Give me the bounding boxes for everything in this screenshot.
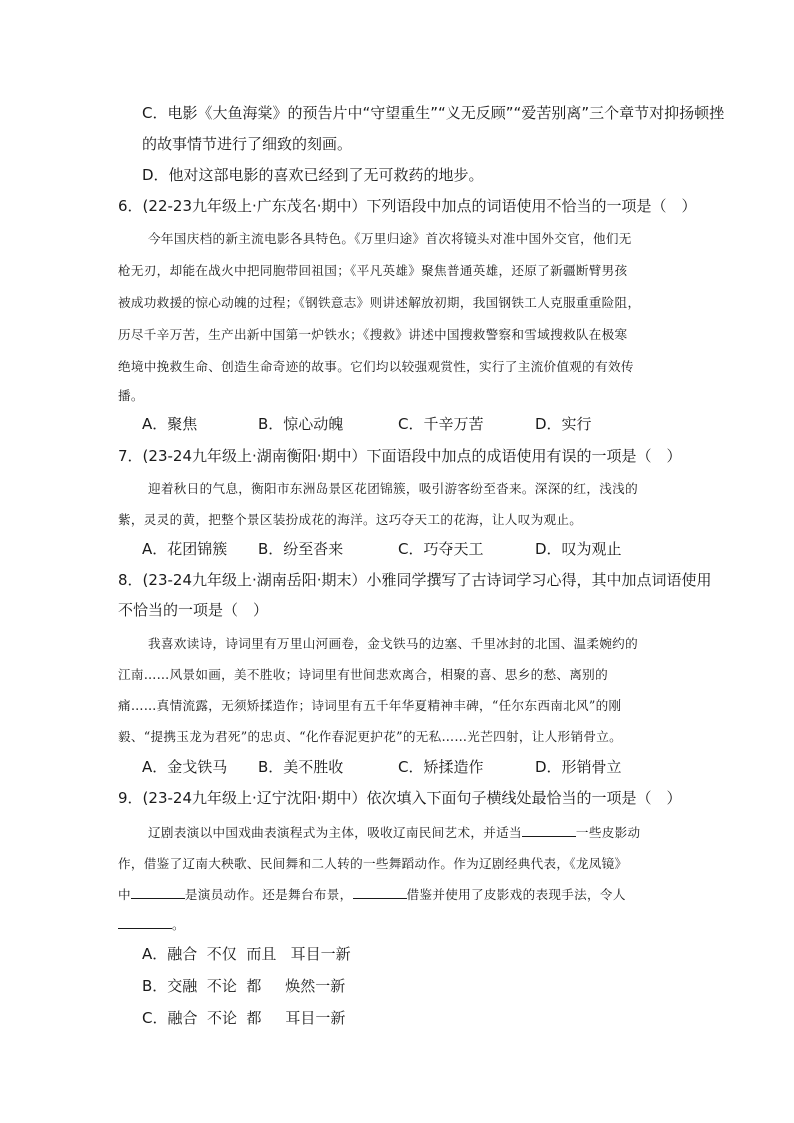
q9-option-b: B．交融 不论 都 焕然一新	[142, 977, 346, 995]
q9-passage-text: 。	[172, 917, 185, 932]
fill-blank	[131, 884, 185, 899]
q8-option-d: D．形销骨立	[535, 758, 622, 776]
q8-passage-line: 江南……风景如画，美不胜收；诗词里有世间悲欢离合，相聚的喜、思乡的愁、离别的	[118, 667, 608, 682]
q7-stem: 7．(23-24九年级上·湖南衡阳·期中）下面语段中加点的成语使用有误的一项是（ ）	[118, 447, 682, 465]
q6-option-d: D．实行	[535, 415, 592, 433]
fill-blank	[522, 822, 576, 837]
q8-passage-line: 痛……真情流露，无须矫揉造作；诗词里有五千年华夏精神丰碑，“任尔东西南北风”的刚	[118, 698, 622, 713]
q5-option-c-line1: C．电影《大鱼海棠》的预告片中“守望重生”“义无反顾”“爱苦别离”三个章节对抑扬顿挫	[142, 104, 725, 122]
q9-passage-text: 借鉴并使用了皮影戏的表现手法，令人	[406, 887, 626, 902]
q9-option-c: C．融合 不论 都 耳目一新	[142, 1009, 346, 1027]
q6-passage-line: 播。	[118, 388, 144, 403]
q8-passage-line: 我喜欢读诗，诗词里有万里山河画卷，金戈铁马的边塞、千里冰封的北国、温柔婉约的	[148, 636, 638, 651]
q6-option-c: C．千辛万苦	[398, 415, 484, 433]
q6-option-b: B．惊心动魄	[258, 415, 344, 433]
q5-option-d: D．他对这部电影的喜欢已经到了无可救药的地步。	[142, 166, 484, 184]
q8-stem-line2: 不恰当的一项是（ ）	[118, 601, 269, 619]
q6-passage-line: 今年国庆档的新主流电影各具特色。《万里归途》首次将镜头对准中国外交官，他们无	[148, 231, 632, 246]
q8-stem-line1: 8．(23-24九年级上·湖南岳阳·期末）小雅同学撰写了古诗词学习心得，其中加点词语使用	[118, 571, 712, 589]
q5-option-c-line2: 的故事情节进行了细致的刻画。	[142, 135, 353, 153]
q6-option-a: A．聚焦	[142, 415, 198, 433]
q7-option-d: D．叹为观止	[535, 540, 622, 558]
q7-passage-line: 紫，灵灵的黄，把整个景区装扮成花的海洋。这巧夺天工的花海，让人叹为观止。	[118, 512, 583, 527]
q8-option-a: A．金戈铁马	[142, 758, 228, 776]
q9-passage-line4	[118, 914, 185, 936]
fill-blank	[118, 914, 172, 929]
q7-option-b: B．纷至沓来	[258, 540, 344, 558]
q6-passage-line: 被成功救援的惊心动魄的过程；《钢铁意志》则讲述解放初期，我国钢铁工人克服重重险阻，	[118, 295, 641, 310]
q7-option-a: A．花团锦簇	[142, 540, 228, 558]
q9-passage-text: 中	[118, 887, 131, 902]
q6-stem: 6．(22-23九年级上·广东茂名·期中）下列语段中加点的词语使用不恰当的一项是（ ）	[118, 197, 697, 215]
q9-passage-text: 是演员动作。还是舞台布景，	[184, 887, 353, 902]
q6-passage-line: 历尽千辛万苦，生产出新中国第一炉铁水；《搜救》讲述中国搜救警察和雪域搜救队在极寒	[118, 327, 628, 342]
q9-option-a: A．融合 不仅 而且 耳目一新	[142, 945, 351, 963]
q8-passage-line: 毅、“提携玉龙为君死”的忠贞、“化作春泥更护花”的无私……光芒四射，让人形销骨立。	[118, 729, 623, 744]
q8-option-b: B．美不胜收	[258, 758, 344, 776]
q7-option-c: C．巧夺天工	[398, 540, 484, 558]
q6-passage-line: 枪无刃，却能在战火中把同胞带回祖国；《平凡英雄》聚焦普通英雄，还原了新疆断臂男孩	[118, 263, 628, 278]
q9-passage-line2: 作，借鉴了辽南大秧歌、民间舞和二人转的一些舞蹈动作。作为辽剧经典代表，《龙凤镜》	[118, 856, 628, 871]
q7-passage-line: 迎着秋日的气息，衡阳市东洲岛景区花团锦簇，吸引游客纷至沓来。深深的红，浅浅的	[148, 481, 638, 496]
q9-stem: 9．(23-24九年级上·辽宁沈阳·期中）依次填入下面句子横线处最恰当的一项是（ ）	[118, 789, 682, 807]
q9-passage-text: 辽剧表演以中国戏曲表演程式为主体，吸收辽南民间艺术，并适当	[148, 825, 522, 840]
q9-passage-line3	[118, 884, 626, 906]
q9-passage-text: 一些皮影动	[575, 825, 641, 840]
q8-option-c: C．矫揉造作	[398, 758, 484, 776]
q9-passage-line1	[148, 822, 640, 844]
fill-blank	[353, 884, 407, 899]
q6-passage-line: 绝境中挽救生命、创造生命奇迹的故事。它们均以较强观赏性，实行了主流价值观的有效传	[118, 359, 634, 374]
